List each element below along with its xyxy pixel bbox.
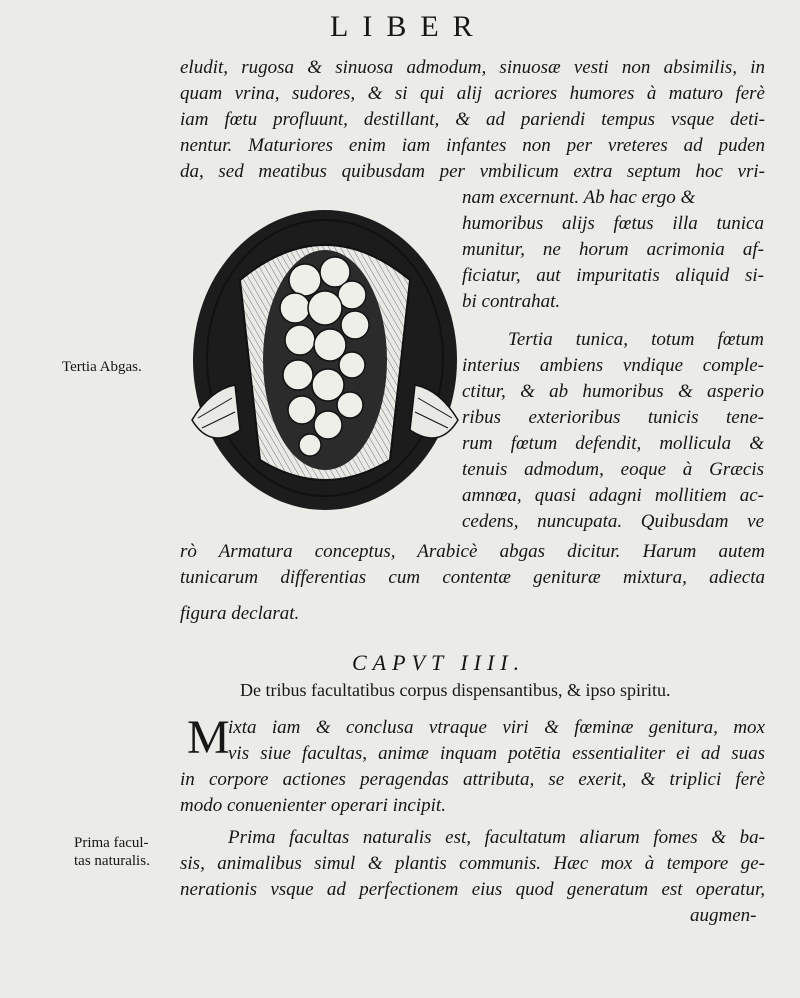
text-line: rò Armatura conceptus, Arabicè abgas dicitur. Harum autem	[180, 541, 765, 562]
text-line: ixta iam & conclusa vtraque viri & fœminæ genitura, mox	[228, 717, 765, 738]
running-header: LIBER	[330, 10, 487, 43]
text-line: rum fœtum defendit, mollicula &	[462, 433, 764, 454]
catchword: augmen-	[690, 905, 757, 926]
margin-note-prima-1: Prima facul-	[74, 835, 149, 851]
text-line: sis, animalibus simul & plantis communis. Hæc mox à tempore ge-	[180, 853, 765, 874]
text-line: quam vrina, sudores, & si qui alij acriores humores à maturo ferè	[180, 83, 765, 104]
margin-note-tertia: Tertia Abgas.	[62, 359, 142, 375]
chapter-heading: CAPVT IIII.	[352, 650, 526, 675]
text-line: cedens, nuncupata. Quibusdam ve	[462, 511, 764, 532]
text-line: nerationis vsque ad perfectionem eius quod generatum est operatur,	[180, 879, 765, 900]
text-line: Tertia tunica, totum fœtum	[508, 329, 764, 350]
text-line: iam fœtu profluunt, destillant, & ad pariendi tempus vsque deti-	[180, 109, 765, 130]
text-line: vis siue facultas, animæ inquam potētia essentialiter ei ad suas	[228, 743, 765, 764]
text-line: ctitur, & ab humoribus & asperio	[462, 381, 764, 402]
text-line: in corpore actiones peragendas attributa, se exerit, & triplici ferè	[180, 769, 765, 790]
text-line: nentur. Maturiores enim iam infantes non per vreteres ad puden	[180, 135, 765, 156]
margin-note-prima-2: tas naturalis.	[74, 853, 150, 869]
text-line: bi contrahat.	[462, 291, 561, 312]
text-line: eludit, rugosa & sinuosa admodum, sinuosæ vesti non absimilis, in	[180, 57, 765, 78]
text-line: tunicarum differentias cum contentæ genituræ mixtura, adiecta	[180, 567, 765, 588]
text-line: tenuis admodum, eoque à Græcis	[462, 459, 764, 480]
text-line: munitur, ne horum acrimonia af-	[462, 239, 764, 260]
text-line: da, sed meatibus quibusdam per vmbilicum extra septum hoc vri-	[180, 161, 765, 182]
text-line: figura declarat.	[180, 603, 300, 624]
text-line: interius ambiens vndique comple-	[462, 355, 764, 376]
text-line: ficiatur, aut impuritatis aliquid si-	[462, 265, 764, 286]
text-line: ribus exterioribus tunicis tene-	[462, 407, 764, 428]
fetal-membranes-woodcut	[180, 200, 470, 510]
chapter-subtitle: De tribus facultatibus corpus dispensantibus, & ipso spiritu.	[240, 680, 671, 700]
text-line: amnœa, quasi adagni mollitiem ac-	[462, 485, 764, 506]
text-line: Prima facultas naturalis est, facultatum aliarum fomes & ba-	[228, 827, 765, 848]
text-line: nam excernunt. Ab hac ergo &	[462, 187, 696, 208]
text-line: humoribus alijs fœtus illa tunica	[462, 213, 764, 234]
text-line: modo conuenienter operari incipit.	[180, 795, 446, 816]
drop-capital: M	[187, 711, 230, 764]
